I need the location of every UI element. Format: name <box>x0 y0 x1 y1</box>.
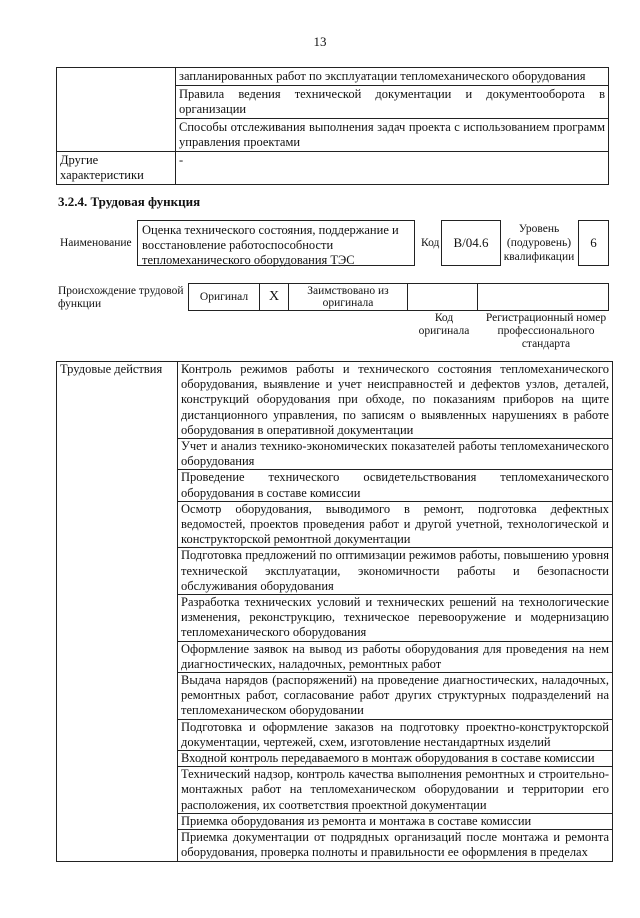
labor-action-item: Подготовка предложений по оптимизации режимов работы, повышению уровня технической эксплуатации, экономичности работы и безопасности обслуживания оборудования <box>178 548 613 595</box>
qualification-level-box: 6 <box>578 220 609 266</box>
table-row <box>189 284 609 311</box>
labor-action-item: Оформление заявок на вывод из работы оборудования для проведения на нем диагностических, наладочных, ремонтных работ <box>178 641 613 672</box>
labor-action-item: Приемка документации от подрядных организаций после монтажа и ремонта оборудования, проверка полноты и правильности ее оформления в пределах <box>178 830 613 861</box>
origin-label: Происхождение трудовой функции <box>58 285 184 310</box>
table-row <box>57 152 609 185</box>
other-characteristics-value: - <box>176 152 609 185</box>
origin-table <box>188 283 609 311</box>
section-title: 3.2.4. Трудовая функция <box>58 194 201 209</box>
page-number: 13 <box>313 34 327 49</box>
other-characteristics-label: Другие характеристики <box>57 152 176 185</box>
labor-action-item: Приемка оборудования из ремонта и монтажа в составе комиссии <box>178 813 613 829</box>
labor-action-item: Разработка технических условий и технических решений на технологические изменения, реконструкцию, техническое перевооружение и модернизацию тепломеханического оборудования <box>178 595 613 642</box>
labor-action-item: Осмотр оборудования, выводимого в ремонт, подготовка дефектных ведомостей, проектов проведения работ и другой учетной, технологической и конструкторской ремонтной документации <box>178 501 613 548</box>
knowledge-table-continuation <box>56 67 609 185</box>
original-mark-cell: X <box>260 284 289 311</box>
original-cell: Оригинал <box>189 284 260 311</box>
code-label: Код <box>421 237 440 249</box>
registration-number-caption: Регистрационный номер профессионального стандарта <box>485 312 607 350</box>
registration-number-cell <box>478 284 609 311</box>
name-label: Наименование <box>60 237 132 249</box>
function-name-box: Оценка технического состояния, поддержание и восстановление работоспособности тепломеханического оборудования ТЭС <box>137 220 415 266</box>
function-code-box: B/04.6 <box>441 220 501 266</box>
labor-actions-label: Трудовые действия <box>57 362 178 862</box>
labor-action-item: Контроль режимов работы и технического состояния тепломеханического оборудования, выявление и учет неисправностей и дефектов узлов, деталей, конструкций оборудования при обходе, по показаниям приборов на щите дистанционного управления, по записям о выявленных нарушениях в работе оборудования в оперативной документации <box>178 362 613 439</box>
labor-action-item: Выдача нарядов (распоряжений) на проведение диагностических, наладочных, ремонтных работ, согласование работ других структурных подразделений на тепломеханическом оборудовании <box>178 673 613 720</box>
table-cell: запланированных работ по эксплуатации тепломеханического оборудования <box>176 68 609 86</box>
table-cell: Способы отслеживания выполнения задач проекта с использованием программ управления проектами <box>176 119 609 152</box>
labor-action-item: Входной контроль передаваемого в монтаж оборудования в составе комиссии <box>178 751 613 767</box>
borrowed-cell: Заимствовано из оригинала <box>289 284 408 311</box>
table-cell: Правила ведения технической документации и документооборота в организации <box>176 86 609 119</box>
original-code-caption: Код оригинала <box>418 312 470 337</box>
labor-action-item: Проведение технического освидетельствования тепломеханического оборудования в составе комиссии <box>178 470 613 501</box>
table-row <box>57 362 613 439</box>
original-code-cell <box>408 284 478 311</box>
labor-action-item: Учет и анализ технико-экономических показателей работы тепломеханического оборудования <box>178 439 613 470</box>
labor-action-item: Подготовка и оформление заказов на подготовку проектно-конструкторской документации, чертежей, схем, изготовление нестандартных изделий <box>178 719 613 750</box>
labor-action-item: Технический надзор, контроль качества выполнения ремонтных и строительно-монтажных работ на тепломеханическом оборудовании и территории его расположения, их соответствия проектной документации <box>178 767 613 814</box>
level-label: Уровень (подуровень) квалификации <box>503 223 575 263</box>
table-row <box>57 68 609 86</box>
labor-actions-table <box>56 361 613 862</box>
empty-label-cell <box>57 68 176 152</box>
